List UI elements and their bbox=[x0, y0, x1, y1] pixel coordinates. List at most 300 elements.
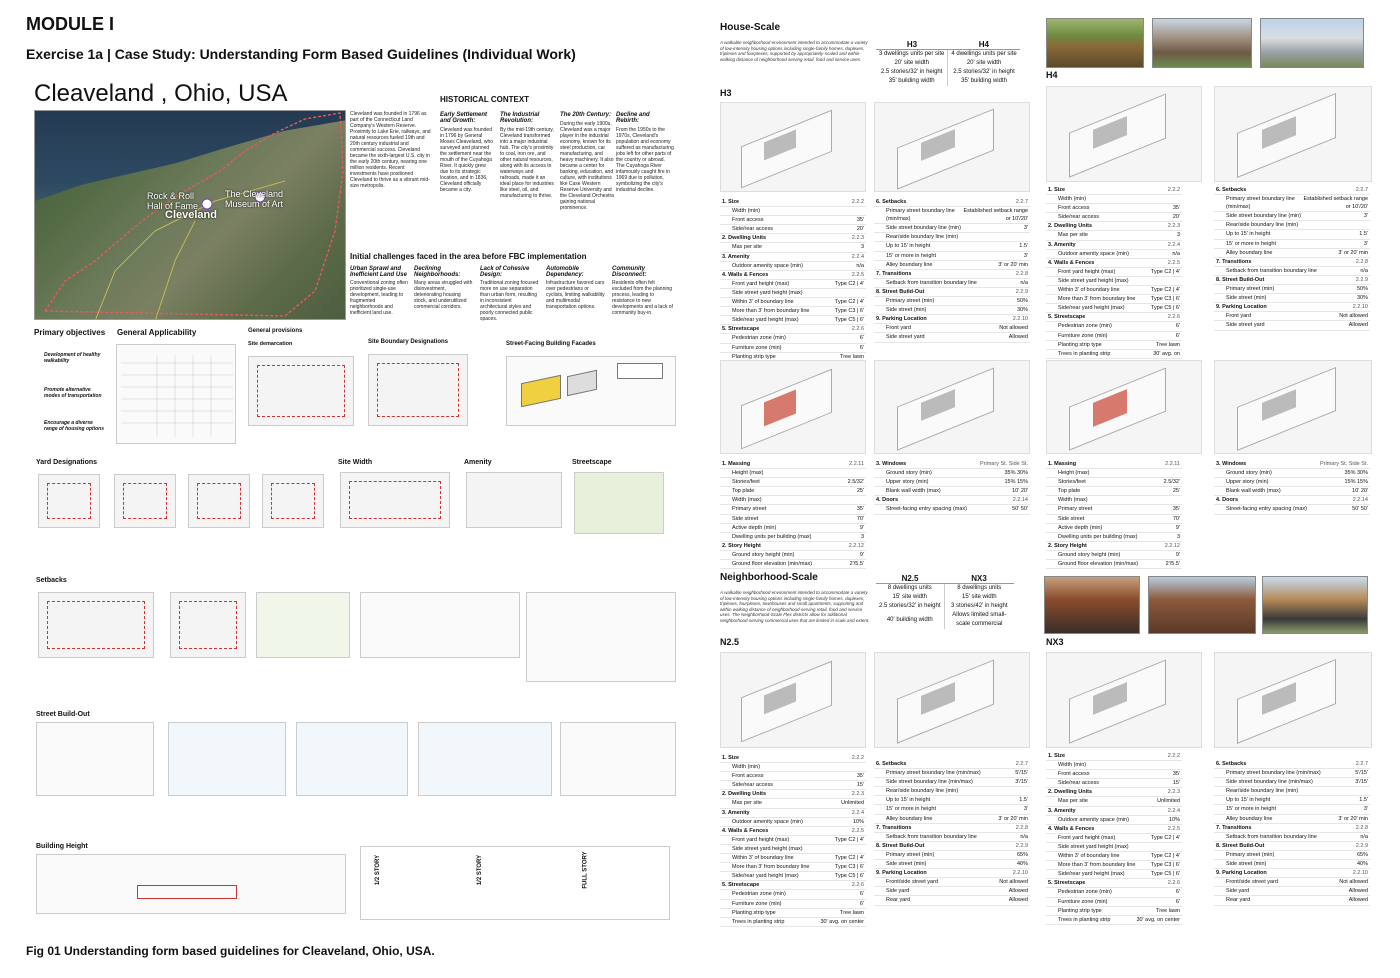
table-row bbox=[876, 584, 1014, 594]
spec-value: Type C3 | 6' bbox=[834, 308, 864, 315]
spec-row bbox=[1214, 487, 1370, 496]
spec-row bbox=[1046, 861, 1182, 870]
objective-item: Development of healthy walkability bbox=[44, 352, 101, 364]
spec-value: 50% bbox=[1016, 298, 1028, 305]
spec-key: More than 3' from boundary line bbox=[1058, 862, 1136, 869]
spec-row bbox=[1214, 833, 1370, 842]
spec-row bbox=[1046, 524, 1182, 533]
spec-value: Primary St. Side St. bbox=[1320, 461, 1368, 467]
table-row bbox=[876, 611, 1014, 629]
table-cell: 8 dwellings units bbox=[944, 584, 1014, 594]
spec-value: Established setback range or 10'/20' bbox=[963, 208, 1028, 223]
nx3-setback-axo bbox=[1214, 652, 1372, 748]
spec-value: 25' bbox=[856, 488, 864, 495]
table-cell: 3 dwellings units per site bbox=[879, 51, 945, 57]
spec-row bbox=[1214, 303, 1370, 312]
spec-row bbox=[1214, 195, 1370, 212]
facade-building bbox=[521, 375, 561, 408]
spec-value: Not allowed bbox=[999, 879, 1028, 886]
streetscape-heading: Streetscape bbox=[572, 459, 612, 466]
spec-value: 2.2.7 bbox=[1355, 761, 1368, 767]
spec-row bbox=[1214, 505, 1370, 514]
story-label: FULL STORY bbox=[582, 851, 589, 889]
spec-value: Type C2 | 4' bbox=[834, 836, 864, 843]
amenity-diagram bbox=[466, 472, 562, 528]
spec-row bbox=[874, 496, 1030, 505]
spec-row bbox=[720, 542, 866, 551]
challenge-col-text: Residents often felt excluded from the planning process, leading to resistance to new developments and a lack of community buy-in. bbox=[612, 280, 673, 316]
spec-row bbox=[874, 207, 1030, 224]
spec-key: Ground story (min) bbox=[886, 470, 932, 477]
table-row bbox=[876, 59, 1020, 68]
spec-row bbox=[874, 288, 1030, 297]
challenge-col bbox=[350, 266, 408, 316]
spec-key: 15' or more in height bbox=[886, 252, 936, 259]
spec-value: 2.2.10 bbox=[1012, 316, 1028, 323]
spec-value: n/a bbox=[1020, 833, 1028, 840]
spec-row bbox=[874, 878, 1030, 887]
spec-row bbox=[1046, 313, 1182, 322]
spec-key: 6. Setbacks bbox=[1216, 187, 1247, 193]
spec-value: 10' 20' bbox=[1012, 488, 1028, 495]
spec-row bbox=[1046, 277, 1182, 286]
spec-key: Top plate bbox=[732, 488, 755, 495]
history-col bbox=[440, 112, 494, 193]
history-title: HISTORICAL CONTEXT bbox=[440, 95, 530, 104]
spec-row bbox=[1046, 186, 1182, 195]
spec-value: 1.5' bbox=[1019, 797, 1028, 804]
applicability-grid bbox=[117, 345, 237, 445]
spec-row bbox=[720, 487, 866, 496]
spec-key: Front/side street yard bbox=[1226, 879, 1278, 886]
spec-row bbox=[720, 781, 866, 790]
spec-value: 35' bbox=[856, 773, 864, 780]
street-facades-diagram bbox=[506, 356, 676, 426]
challenge-col bbox=[612, 266, 674, 316]
spec-key: More than 3' from boundary line bbox=[732, 308, 810, 315]
house-photo bbox=[1046, 18, 1144, 68]
spec-row bbox=[1214, 760, 1370, 769]
spec-row bbox=[874, 233, 1030, 242]
spec-row bbox=[720, 890, 866, 899]
spec-row bbox=[874, 851, 1030, 860]
spec-row bbox=[1214, 321, 1370, 330]
spec-key: 2. Dwelling Units bbox=[1048, 789, 1093, 796]
spec-value: 35' bbox=[1172, 205, 1180, 212]
spec-value: 2.2.14 bbox=[1352, 497, 1368, 504]
building-height-diagram bbox=[36, 854, 346, 914]
spec-value: 30' avg. on center bbox=[820, 918, 864, 925]
spec-value: 2.2.8 bbox=[1355, 258, 1368, 265]
spec-key: Active depth (min) bbox=[732, 524, 777, 531]
spec-key: 4. Walls & Fences bbox=[722, 827, 769, 834]
h3-spec-size bbox=[720, 198, 866, 371]
spec-key: 7. Transitions bbox=[876, 824, 912, 831]
spec-key: 1. Massing bbox=[1048, 461, 1077, 467]
challenge-col-head: Automobile Dependency: bbox=[546, 266, 584, 278]
h3-windows-axo bbox=[874, 360, 1030, 454]
spec-key: Up to 15' in height bbox=[1226, 231, 1271, 238]
spec-key: Planting strip type bbox=[732, 353, 776, 360]
spec-value: 10% bbox=[852, 818, 864, 825]
spec-value: 3'/15' bbox=[1015, 779, 1028, 786]
spec-key: 7. Transitions bbox=[1216, 258, 1252, 265]
challenge-col-text: Traditional zoning focused more on use separation than urban form, resulting in inconsistent architectural styles and poorly connected public spaces. bbox=[480, 280, 539, 322]
spec-value: 6' bbox=[1175, 323, 1180, 330]
spec-value: 2.5/32' bbox=[847, 479, 864, 486]
spec-key: Front access bbox=[732, 773, 764, 780]
spec-value: 3 bbox=[860, 244, 864, 251]
spec-value: 2.2.5 bbox=[851, 271, 864, 278]
table-cell: Allows limited small-scale commercial bbox=[944, 611, 1014, 629]
spec-key: Side yard bbox=[1226, 888, 1250, 895]
spec-row bbox=[1214, 824, 1370, 833]
spec-value: 15% 15% bbox=[1004, 479, 1028, 486]
spec-value: 3' bbox=[1363, 240, 1368, 247]
spec-value: Established setback range or 10'/20' bbox=[1303, 196, 1368, 211]
spec-row bbox=[1046, 825, 1182, 834]
history-intro: Cleveland was founded in 1796 as part of the Connecticut Land Company's Western Reserve. Proximity to Lake Erie, railways, and natural resources fueled 19th and 20th century industrial and commercial success. Cleveland became the sixth-largest U.S. city in the early 20th century, nearing one million residents. Recent investments have positioned Cleveland to thrive as a vibrant mid-size metropolis. bbox=[350, 111, 431, 189]
spec-value: Type C2 | 4' bbox=[834, 280, 864, 287]
table-header: H3 bbox=[876, 40, 948, 50]
spec-value: 6' bbox=[1175, 332, 1180, 339]
spec-value: 2.2.3 bbox=[851, 791, 864, 798]
spec-key: Rear/side boundary line (min) bbox=[1226, 788, 1299, 795]
spec-row bbox=[720, 854, 866, 863]
spec-key: Side street yard height (max) bbox=[1058, 843, 1129, 850]
h3-site-axo bbox=[720, 102, 866, 192]
spec-value: 35' bbox=[856, 217, 864, 224]
spec-value: 40% bbox=[1356, 861, 1368, 868]
spec-value: 2.2.11 bbox=[1165, 461, 1180, 467]
spec-key: 5. Streetscape bbox=[722, 326, 760, 333]
spec-value: 2.2.10 bbox=[1352, 304, 1368, 311]
spec-value: 3' or 20' min bbox=[998, 261, 1028, 268]
spec-key: Side/rear yard height (max) bbox=[732, 873, 799, 880]
spec-row bbox=[720, 496, 866, 505]
spec-row bbox=[874, 778, 1030, 787]
spec-key: Front yard height (max) bbox=[732, 280, 790, 287]
spec-row bbox=[1214, 230, 1370, 239]
challenge-col-head: Declining Neighborhoods: bbox=[414, 266, 461, 278]
spec-key: Front yard height (max) bbox=[1058, 268, 1116, 275]
table-row bbox=[876, 77, 1020, 86]
spec-value: 2.2.5 bbox=[1167, 259, 1180, 266]
history-col-head: The 20th Century: bbox=[560, 112, 612, 118]
half-story-diagrams bbox=[360, 846, 670, 920]
spec-row bbox=[874, 760, 1030, 769]
h4-spec-windows bbox=[1214, 460, 1370, 515]
spec-key: Primary street bbox=[1058, 506, 1093, 513]
spec-row bbox=[720, 225, 866, 234]
spec-row bbox=[1214, 249, 1370, 258]
spec-value: Tree lawn bbox=[840, 353, 864, 360]
spec-row bbox=[874, 478, 1030, 487]
spec-key: Trees in planting strip bbox=[1058, 350, 1111, 357]
spec-key: Ground floor elevation (min/max) bbox=[1058, 561, 1139, 568]
spec-key: Width (min) bbox=[732, 764, 761, 771]
spec-row bbox=[720, 872, 866, 881]
spec-value: Type C5 | 6' bbox=[834, 317, 864, 324]
spec-value: 1.5' bbox=[1359, 231, 1368, 238]
spec-value: n/a bbox=[1172, 250, 1180, 257]
spec-key: Side street yard bbox=[886, 334, 925, 341]
spec-row bbox=[720, 262, 866, 271]
spec-key: 8. Street Build-Out bbox=[1216, 842, 1265, 849]
spec-value: 10% bbox=[1168, 816, 1180, 823]
spec-row bbox=[874, 460, 1030, 469]
spec-value: 3 bbox=[1176, 533, 1180, 540]
challenge-col-text: Conventional zoning often prioritized single-use development, leading to fragmented neighborhoods and inefficient land use. bbox=[350, 280, 408, 316]
spec-value: 9' bbox=[859, 551, 864, 558]
history-columns bbox=[440, 112, 676, 252]
spec-key: Primary street bbox=[732, 506, 767, 513]
spec-key: More than 3' from boundary line bbox=[1058, 296, 1136, 303]
spec-key: Dwelling units per building (max) bbox=[1058, 533, 1138, 540]
spec-row bbox=[720, 289, 866, 298]
spec-value: 70' bbox=[856, 515, 864, 522]
history-col bbox=[500, 112, 554, 199]
spec-key: Pedestrian zone (min) bbox=[1058, 889, 1112, 896]
spec-key: Outdoor amenity space (min) bbox=[732, 818, 803, 825]
spec-key: Pedestrian zone (min) bbox=[732, 891, 786, 898]
spec-key: Furniture zone (min) bbox=[732, 900, 782, 907]
nx3-site-axo bbox=[1046, 652, 1202, 748]
spec-row bbox=[720, 325, 866, 334]
spec-row bbox=[720, 469, 866, 478]
spec-value: Not allowed bbox=[1339, 313, 1368, 320]
spec-row bbox=[874, 487, 1030, 496]
spec-value: 6' bbox=[859, 344, 864, 351]
spec-row bbox=[720, 298, 866, 307]
spec-value: 2.2.4 bbox=[851, 809, 864, 816]
type-label-h3: H3 bbox=[720, 88, 732, 98]
spec-value: 3' bbox=[1023, 225, 1028, 232]
street-facades-heading: Street-Facing Building Facades bbox=[506, 341, 596, 347]
spec-value: 65% bbox=[1356, 851, 1368, 858]
challenges-title: Initial challenges faced in the area before FBC implementation bbox=[350, 252, 587, 261]
spec-key: Height (max) bbox=[1058, 470, 1090, 477]
spec-value: 2.5/32' bbox=[1163, 479, 1180, 486]
spec-key: Rear/side boundary line (min) bbox=[886, 788, 959, 795]
spec-key: 15' or more in height bbox=[886, 806, 936, 813]
spec-key: Front/side street yard bbox=[886, 879, 938, 886]
spec-row bbox=[1214, 285, 1370, 294]
spec-row bbox=[874, 787, 1030, 796]
table-header: NX3 bbox=[944, 574, 1014, 584]
spec-row bbox=[1046, 213, 1182, 222]
history-col-text: Cleveland was founded in 1796 by General Moses Cleaveland, who surveyed and planned the settlement near the mouth of the Cuyahoga River. It quickly grew due to its strategic location, and in 1836, Cleveland officially became a city. bbox=[440, 127, 494, 193]
spec-row bbox=[1046, 268, 1182, 277]
spec-key: Rear yard bbox=[886, 897, 911, 904]
spec-value: 2.2.4 bbox=[851, 253, 864, 260]
history-col-text: By the mid-19th century, Cleveland transformed into a major industrial hub. The city's proximity to coal, iron ore, and other natural resources, along with its access to waterways and railroads, made it an ideal place for industries like steel, oil, and manufacturing to thrive. bbox=[500, 127, 554, 199]
spec-row bbox=[1214, 469, 1370, 478]
spec-value: Type C2 | 4' bbox=[1150, 287, 1180, 294]
spec-key: 5. Streetscape bbox=[1048, 314, 1086, 321]
spec-value: 15' bbox=[856, 782, 864, 789]
spec-key: Front access bbox=[732, 217, 764, 224]
spec-key: Up to 15' in height bbox=[886, 797, 931, 804]
spec-key: Setback from transition boundary line bbox=[1226, 267, 1317, 274]
spec-row bbox=[1046, 332, 1182, 341]
spec-value: Not allowed bbox=[1339, 879, 1368, 886]
spec-row bbox=[1046, 879, 1182, 888]
h3-spec-setbacks bbox=[874, 198, 1030, 343]
facade-building bbox=[567, 370, 597, 396]
map-label-rock-hall: Rock & Roll Hall of Fame bbox=[147, 191, 199, 211]
spec-key: Width (max) bbox=[1058, 497, 1088, 504]
yard-designations-heading: Yard Designations bbox=[36, 459, 98, 466]
spec-value: 9' bbox=[859, 524, 864, 531]
spec-value: 3' bbox=[1363, 806, 1368, 813]
spec-key: Trees in planting strip bbox=[732, 918, 785, 925]
spec-value: 6' bbox=[859, 891, 864, 898]
table-cell: 35' building width bbox=[948, 77, 1020, 86]
spec-key: 1. Size bbox=[722, 199, 740, 205]
spec-row bbox=[1046, 304, 1182, 313]
spec-row bbox=[874, 261, 1030, 270]
spec-key: 4. Doors bbox=[876, 497, 899, 504]
h3-setback-axo bbox=[874, 102, 1030, 192]
table-row bbox=[876, 593, 1014, 602]
spec-row bbox=[1046, 907, 1182, 916]
spec-row bbox=[720, 271, 866, 280]
spec-value: 2.2.8 bbox=[1015, 824, 1028, 831]
spec-key: Side street yard height (max) bbox=[732, 289, 803, 296]
table-row bbox=[876, 68, 1020, 77]
spec-row bbox=[874, 815, 1030, 824]
spec-key: Max per site bbox=[1058, 798, 1088, 805]
spec-row bbox=[1046, 204, 1182, 213]
spec-key: Side/rear yard height (max) bbox=[732, 317, 799, 324]
objective-item: Encourage a diverse range of housing options bbox=[44, 420, 104, 432]
spec-value: Type C3 | 6' bbox=[1150, 296, 1180, 303]
spec-value: 70' bbox=[1172, 515, 1180, 522]
history-col-head: The Industrial Revolution: bbox=[500, 112, 540, 124]
spec-value: 30% bbox=[1016, 307, 1028, 314]
streetscape-diagram bbox=[574, 472, 664, 534]
spec-value: 3' or 20' min bbox=[1338, 249, 1368, 256]
history-col-head: Decline and Rebirth: bbox=[616, 112, 650, 124]
spec-value: Allowed bbox=[1008, 334, 1028, 341]
setback-diagram bbox=[256, 592, 350, 658]
site-width-heading: Site Width bbox=[338, 459, 373, 466]
spec-key: Ground floor elevation (min/max) bbox=[732, 561, 813, 568]
spec-key: Side/rear access bbox=[1058, 780, 1099, 787]
spec-row bbox=[1214, 276, 1370, 285]
spec-value: 5'/15' bbox=[1355, 770, 1368, 777]
nx3-spec-setbacks bbox=[1214, 760, 1370, 906]
spec-key: Primary street (min) bbox=[886, 851, 935, 858]
spec-value: Type C5 | 6' bbox=[1150, 305, 1180, 312]
table-cell: 20' site width bbox=[894, 60, 929, 66]
type-label-n25: N2.5 bbox=[720, 637, 740, 647]
spec-value: Unlimited bbox=[1157, 798, 1180, 805]
spec-key: Front yard bbox=[1226, 313, 1252, 320]
spec-row bbox=[720, 863, 866, 872]
challenge-col bbox=[546, 266, 606, 310]
challenge-col-text: Many areas struggled with disinvestment, deteriorating housing stock, and underutilized commercial corridors. bbox=[414, 280, 473, 310]
spec-key: Upper story (min) bbox=[1226, 479, 1269, 486]
spec-key: Stories/feet bbox=[732, 479, 760, 486]
spec-row bbox=[1046, 834, 1182, 843]
spec-row bbox=[1046, 350, 1182, 359]
spec-row bbox=[1214, 212, 1370, 221]
spec-value: 3 bbox=[860, 533, 864, 540]
spec-row bbox=[720, 207, 866, 216]
spec-row bbox=[720, 909, 866, 918]
spec-value: Type C3 | 6' bbox=[1150, 862, 1180, 869]
spec-key: Pedestrian zone (min) bbox=[732, 335, 786, 342]
spec-value: 5'/15' bbox=[1015, 770, 1028, 777]
spec-value: Allowed bbox=[1348, 897, 1368, 904]
spec-key: 6. Setbacks bbox=[876, 199, 907, 205]
table-cell: 20' site width bbox=[948, 59, 1020, 68]
spec-key: Side yard bbox=[886, 888, 910, 895]
spec-key: Alley boundary line bbox=[1226, 249, 1273, 256]
spec-row bbox=[1214, 478, 1370, 487]
map-city-label: Cleveland bbox=[165, 209, 217, 221]
spec-key: Trees in planting strip bbox=[1058, 916, 1111, 923]
spec-value: 2.2.14 bbox=[1012, 497, 1028, 504]
spec-row bbox=[1046, 779, 1182, 788]
spec-row bbox=[720, 754, 866, 763]
spec-row bbox=[874, 242, 1030, 251]
spec-row bbox=[1046, 533, 1182, 542]
n25-spec-size bbox=[720, 754, 866, 927]
map-label-museum: The Cleveland Museum of Art bbox=[225, 189, 284, 209]
spec-row bbox=[874, 279, 1030, 288]
spec-value: 3' bbox=[1363, 213, 1368, 220]
spec-key: 2. Dwelling Units bbox=[722, 235, 767, 242]
spec-row bbox=[1046, 542, 1182, 551]
spec-key: Within 3' of boundary line bbox=[732, 299, 794, 306]
spec-row bbox=[874, 198, 1030, 207]
challenge-col-head: Lack of Cohesive Design: bbox=[480, 266, 530, 278]
facade-elevation bbox=[617, 363, 663, 379]
objective-item: Promote alternative modes of transportation bbox=[44, 387, 102, 399]
spec-row bbox=[1046, 241, 1182, 250]
spec-value: Allowed bbox=[1348, 322, 1368, 329]
table-cell: 15' site width bbox=[944, 593, 1014, 602]
spec-key: 4. Walls & Fences bbox=[1048, 825, 1095, 832]
setback-diagram bbox=[170, 592, 246, 658]
spec-key: Side/rear access bbox=[732, 226, 773, 233]
table-cell: 8 dwellings units bbox=[887, 585, 932, 591]
spec-row bbox=[720, 478, 866, 487]
spec-key: Front yard height (max) bbox=[732, 836, 790, 843]
spec-key: 15' or more in height bbox=[1226, 806, 1276, 813]
spec-value: 6' bbox=[859, 900, 864, 907]
spec-key: Setback from transition boundary line bbox=[886, 833, 977, 840]
spec-row bbox=[874, 887, 1030, 896]
buildout-diagram bbox=[418, 722, 552, 796]
spec-value: Tree lawn bbox=[1156, 341, 1180, 348]
spec-value: 2.2.3 bbox=[851, 235, 864, 242]
spec-key: Up to 15' in height bbox=[1226, 797, 1271, 804]
neighborhood-scale-title: Neighborhood-Scale bbox=[720, 572, 818, 583]
spec-row bbox=[720, 551, 866, 560]
spec-key: 3. Windows bbox=[876, 461, 907, 467]
spec-key: Primary street (min) bbox=[1226, 851, 1275, 858]
spec-value: 2.2.10 bbox=[1352, 870, 1368, 877]
spec-row bbox=[874, 860, 1030, 869]
spec-row bbox=[1214, 294, 1370, 303]
spec-key: Width (min) bbox=[1058, 196, 1087, 203]
neighborhood-photo bbox=[1044, 576, 1140, 634]
table-cell: 15' site width bbox=[892, 594, 928, 600]
